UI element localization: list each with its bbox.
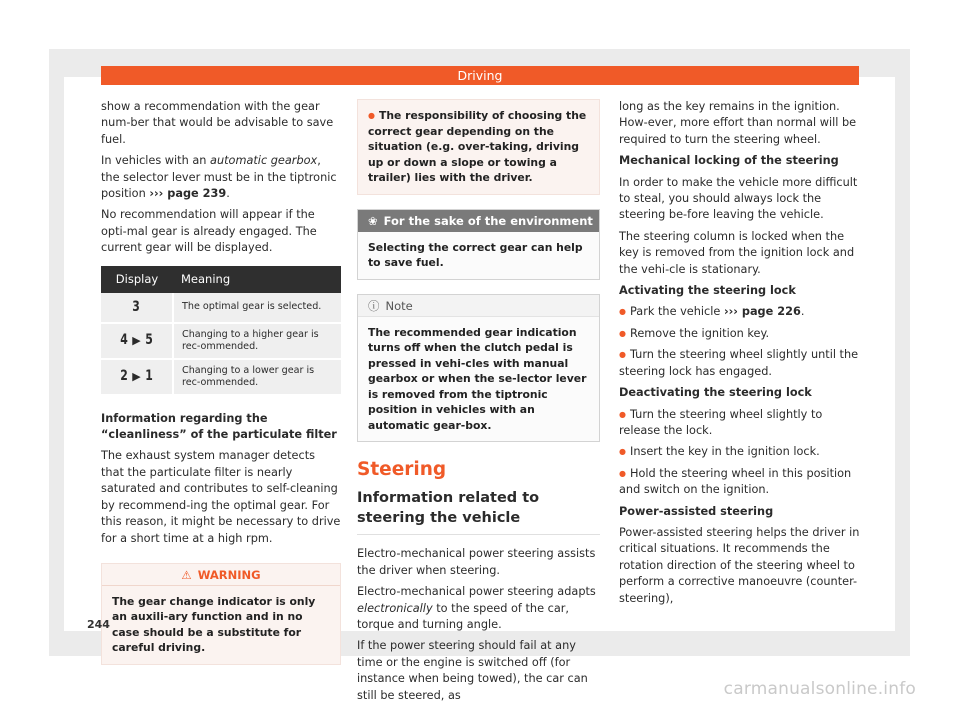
- warning-header: [102, 564, 340, 586]
- list-item: [619, 304, 860, 320]
- list-item: [619, 466, 860, 499]
- text: .: [800, 305, 805, 319]
- table-header-row: [101, 266, 341, 293]
- watermark: carmanualsonline.info: [723, 679, 916, 699]
- environment-header: [358, 210, 599, 232]
- text: Park the vehicle: [629, 305, 724, 319]
- gear-number: 1: [144, 368, 153, 385]
- page-reference-link[interactable]: ››› page 239: [149, 187, 227, 201]
- gear-display: [101, 323, 173, 359]
- note-title: Note: [385, 298, 413, 313]
- gear-meaning: Changing to a lower gear is rec-ommended.: [173, 359, 341, 395]
- subsection-title: Information related to steering the vehicle: [357, 488, 600, 535]
- text: Hold the steering wheel in this position and switch on the ignition.: [619, 466, 852, 497]
- bullet-icon: [619, 445, 630, 458]
- paragraph: show a recommendation with the gear num-ber that would be advisable to save fuel.: [101, 100, 334, 146]
- warning-box: [101, 563, 341, 665]
- gear-meaning: Changing to a higher gear is rec-ommended.: [173, 323, 341, 359]
- paragraph: If the power steering should fail at any time or the engine is switched off (for instance when being towed), the car can still be steered, as: [357, 639, 588, 702]
- warning-continuation-text: The responsibility of choosing the correct gear depending on the situation (e.g. over-taking, driving up or down a slope or towing a trailer) lies with the driver.: [368, 109, 587, 184]
- section-heading: Deactivating the steering lock: [619, 386, 812, 400]
- paragraph: No recommendation will appear if the opti-mal gear is already engaged. The current gear will be displayed.: [101, 208, 317, 255]
- section-heading: Power-assisted steering: [619, 504, 774, 518]
- warning-triangle-icon: ⚠: [181, 567, 192, 582]
- bullet-icon: [368, 109, 379, 122]
- section-heading: Mechanical locking of the steering: [619, 154, 839, 168]
- gear-number: 3: [132, 299, 141, 316]
- table-row: [101, 359, 341, 395]
- gear-display-table: [101, 266, 341, 396]
- text: Electro-mechanical power steering adapts: [357, 585, 596, 599]
- arrow-right-icon: ▶: [132, 370, 141, 384]
- bullet-icon: [619, 305, 630, 318]
- text: Turn the steering wheel slightly to release the lock.: [619, 407, 823, 437]
- warning-title: WARNING: [197, 567, 261, 582]
- column-header: Display: [101, 266, 173, 293]
- environment-title: For the sake of the environment: [383, 213, 593, 228]
- paragraph: Electro-mechanical power steering assists the driver when steering.: [357, 547, 596, 577]
- column-1: [101, 99, 341, 679]
- paragraph: long as the key remains in the ignition. How-ever, more effort than normal will be required to turn the steering wheel.: [619, 100, 857, 146]
- page-number: 244: [87, 618, 110, 631]
- bullet-icon: [619, 348, 630, 361]
- environment-box: [357, 209, 600, 280]
- gear-meaning: The optimal gear is selected.: [173, 293, 341, 323]
- chapter-title: Driving: [457, 68, 503, 83]
- emphasis: automatic gearbox: [210, 154, 318, 168]
- gear-number: 5: [144, 332, 153, 349]
- list-item: [619, 326, 860, 342]
- page-reference-link[interactable]: ››› page 226: [723, 305, 801, 319]
- section-title: Steering: [357, 459, 447, 480]
- paragraph: [101, 153, 341, 202]
- text: In vehicles with an: [101, 154, 211, 168]
- arrow-right-icon: ▶: [132, 334, 141, 348]
- paragraph: The steering column is locked when the key is removed from the ignition lock and the vehi-cle is stationary.: [619, 229, 855, 276]
- leaf-icon: ❀: [368, 213, 378, 228]
- column-2: [357, 99, 600, 708]
- gear-number: 4: [120, 332, 129, 349]
- table-row: [101, 323, 341, 359]
- paragraph: Power-assisted steering helps the driver in critical situations. It recommends the rotation direction of the steering wheel to perform a corrective manoeuvre (counter-steering),: [619, 525, 860, 605]
- section-heading: Information regarding the “cleanliness” of the particulate filter: [101, 411, 337, 442]
- table-row: [101, 293, 341, 323]
- emphasis: electronically: [357, 601, 433, 615]
- text: to the speed of the car, torque and turning angle.: [357, 601, 569, 632]
- warning-body: The gear change indicator is only an auxili-ary function and in no case should be a substitute for careful driving.: [112, 594, 316, 655]
- column-header: Meaning: [173, 266, 341, 293]
- text: Insert the key in the ignition lock.: [629, 445, 820, 459]
- note-header: [358, 295, 599, 317]
- chapter-header: [101, 66, 859, 85]
- paragraph: In order to make the vehicle more difficult to steal, you should always lock the steering be-fore leaving the vehicle.: [619, 175, 858, 222]
- column-3: [619, 99, 860, 612]
- gear-number: 2: [120, 368, 129, 385]
- bullet-icon: [619, 467, 630, 480]
- note-body: The recommended gear indication turns off when the clutch pedal is pressed in vehi-cles with manual gearbox or when the se-lector lever is removed from the tiptronic position in vehicles with an automatic gear-box.: [368, 325, 587, 432]
- list-item: [619, 347, 860, 380]
- text: .: [226, 187, 230, 201]
- list-item: [619, 444, 860, 460]
- section-heading: Activating the steering lock: [619, 284, 796, 298]
- text: Turn the steering wheel slightly until the steering lock has engaged.: [619, 348, 859, 378]
- paragraph: The exhaust system manager detects that the particulate filter is nearly saturated and contributes to self-cleaning by recommend-ing the optimal gear. For this reason, it might be necessary to drive for a short time at a high rpm.: [101, 449, 341, 545]
- text: , the selector lever must be in the tiptronic position: [101, 154, 337, 201]
- environment-body: Selecting the correct gear can help to save fuel.: [368, 240, 583, 269]
- bullet-icon: [619, 408, 630, 421]
- list-item: [619, 407, 860, 440]
- warning-continuation-body: [358, 100, 599, 194]
- gear-display: [101, 359, 173, 395]
- info-icon: ⓘ: [368, 298, 380, 313]
- paragraph: [357, 584, 600, 633]
- text: Remove the ignition key.: [629, 326, 770, 340]
- note-box: [357, 294, 600, 443]
- bullet-icon: [619, 327, 630, 340]
- gear-display: [101, 293, 173, 323]
- warning-continuation-box: [357, 99, 600, 195]
